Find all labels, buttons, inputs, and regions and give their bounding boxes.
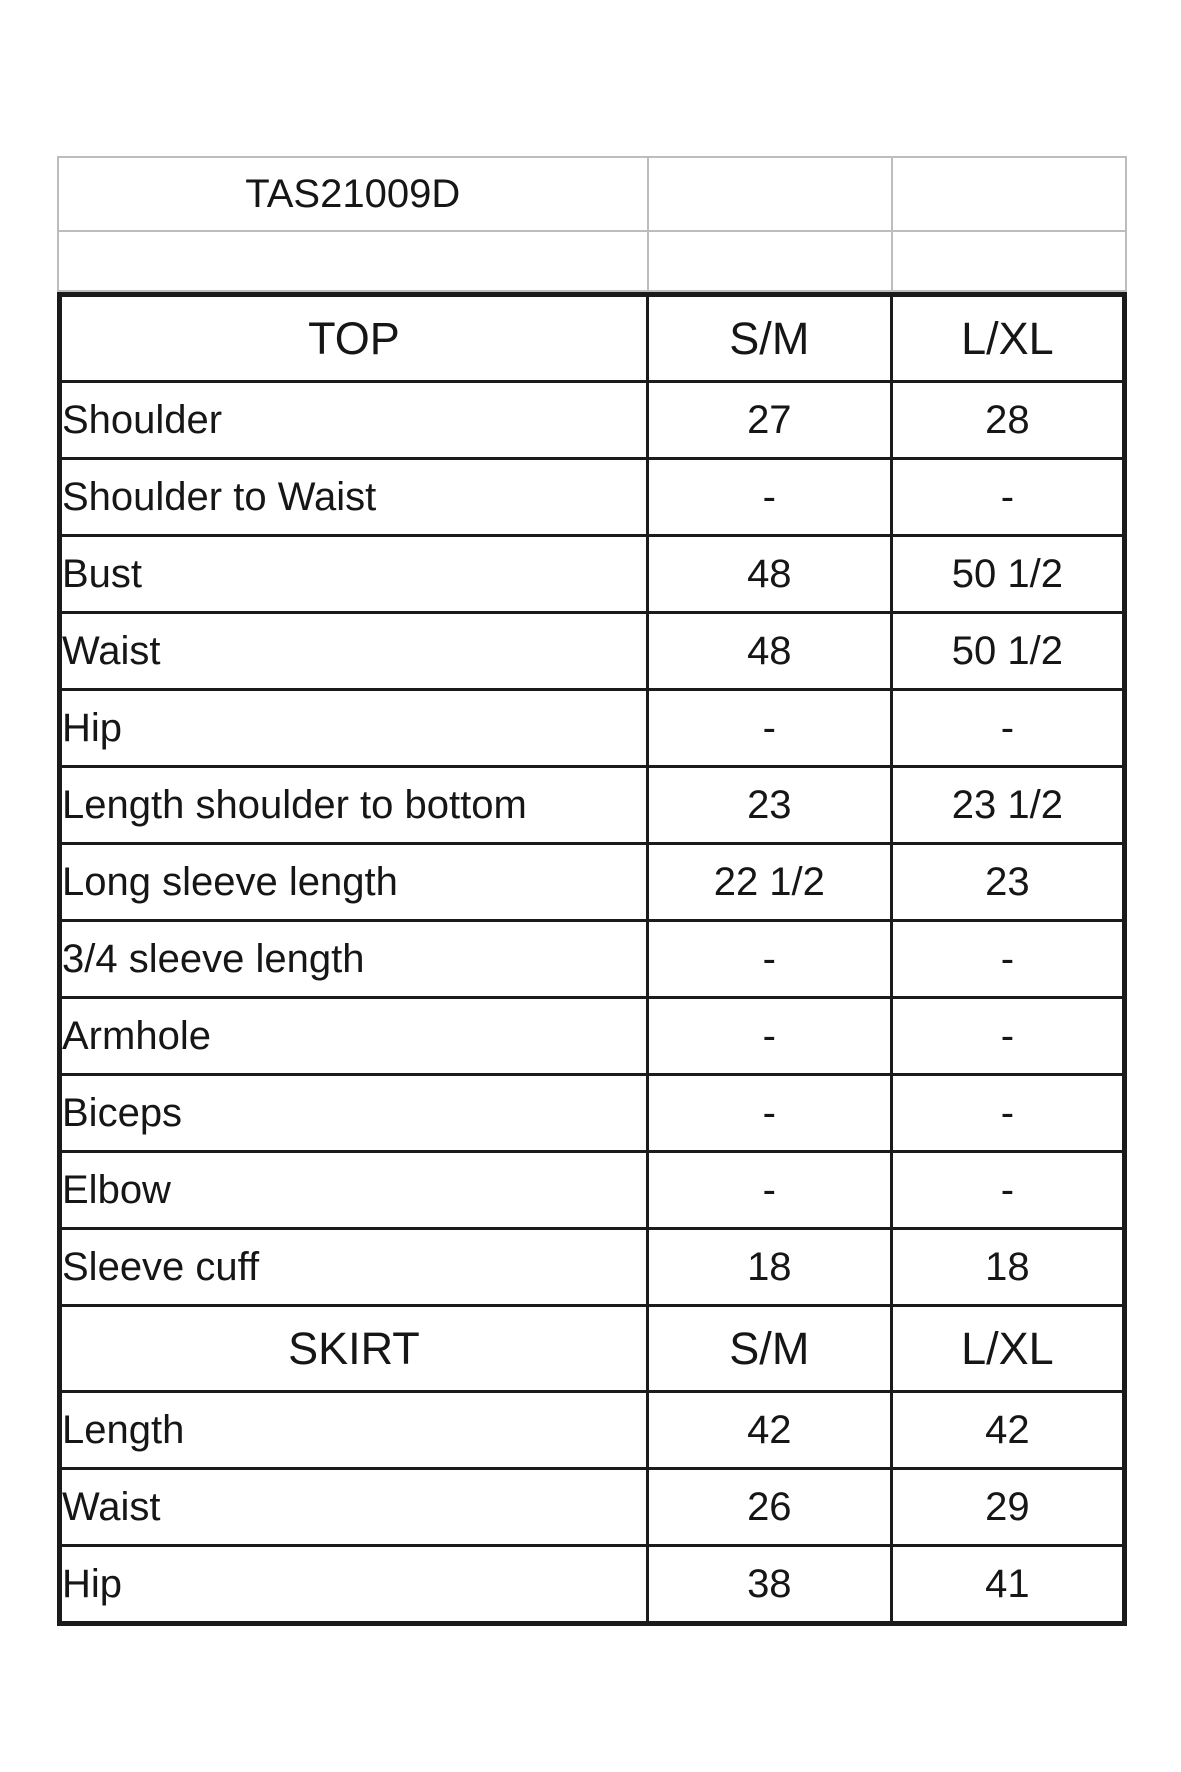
product-code-row xyxy=(58,157,1126,231)
measurements-table xyxy=(57,292,1127,1626)
empty-cell xyxy=(648,231,893,291)
measurement-row xyxy=(60,1392,1125,1469)
row-label: Waist xyxy=(60,613,648,690)
row-label: Shoulder to Waist xyxy=(60,459,648,536)
row-label: Elbow xyxy=(60,1152,648,1229)
value-sm: - xyxy=(647,459,891,536)
empty-cell xyxy=(648,157,893,231)
size-column-header: S/M xyxy=(647,295,891,382)
size-chart xyxy=(57,156,1127,1626)
row-label: Long sleeve length xyxy=(60,844,648,921)
measurement-row xyxy=(60,1546,1125,1624)
measurement-row xyxy=(60,1229,1125,1306)
value-sm: 27 xyxy=(647,382,891,459)
value-lxl: 18 xyxy=(891,1229,1124,1306)
row-label: Sleeve cuff xyxy=(60,1229,648,1306)
row-label: Waist xyxy=(60,1469,648,1546)
value-sm: - xyxy=(647,998,891,1075)
section-title: SKIRT xyxy=(60,1306,648,1392)
value-sm: 26 xyxy=(647,1469,891,1546)
row-label: Bust xyxy=(60,536,648,613)
row-label: Armhole xyxy=(60,998,648,1075)
value-lxl: - xyxy=(891,921,1124,998)
value-lxl: 41 xyxy=(891,1546,1124,1624)
value-lxl: 42 xyxy=(891,1392,1124,1469)
value-lxl: 28 xyxy=(891,382,1124,459)
spacer-row xyxy=(58,231,1126,291)
measurement-row xyxy=(60,382,1125,459)
value-sm: 48 xyxy=(647,536,891,613)
measurement-row xyxy=(60,767,1125,844)
value-lxl: - xyxy=(891,459,1124,536)
value-lxl: 50 1/2 xyxy=(891,613,1124,690)
value-lxl: - xyxy=(891,998,1124,1075)
size-column-header: L/XL xyxy=(891,1306,1124,1392)
size-column-header: S/M xyxy=(647,1306,891,1392)
value-sm: 38 xyxy=(647,1546,891,1624)
measurement-row xyxy=(60,1152,1125,1229)
row-label: Length shoulder to bottom xyxy=(60,767,648,844)
section-title: TOP xyxy=(60,295,648,382)
measurement-row xyxy=(60,459,1125,536)
size-column-header: L/XL xyxy=(891,295,1124,382)
value-sm: - xyxy=(647,1075,891,1152)
measurement-row xyxy=(60,921,1125,998)
product-code-table xyxy=(57,156,1127,292)
row-label: Biceps xyxy=(60,1075,648,1152)
product-code-cell: TAS21009D xyxy=(58,157,648,231)
value-sm: 42 xyxy=(647,1392,891,1469)
value-lxl: 23 1/2 xyxy=(891,767,1124,844)
value-sm: 23 xyxy=(647,767,891,844)
empty-cell xyxy=(58,231,648,291)
row-label: Shoulder xyxy=(60,382,648,459)
value-lxl: - xyxy=(891,1152,1124,1229)
measurement-row xyxy=(60,1469,1125,1546)
value-sm: - xyxy=(647,1152,891,1229)
section-header-row-skirt xyxy=(60,1306,1125,1392)
measurement-row xyxy=(60,613,1125,690)
measurement-row xyxy=(60,998,1125,1075)
row-label: 3/4 sleeve length xyxy=(60,921,648,998)
value-lxl: 29 xyxy=(891,1469,1124,1546)
value-sm: - xyxy=(647,690,891,767)
value-lxl: - xyxy=(891,1075,1124,1152)
value-lxl: - xyxy=(891,690,1124,767)
section-header-row-top xyxy=(60,295,1125,382)
empty-cell xyxy=(892,231,1126,291)
row-label: Hip xyxy=(60,690,648,767)
measurement-row xyxy=(60,844,1125,921)
row-label: Length xyxy=(60,1392,648,1469)
measurement-row xyxy=(60,690,1125,767)
value-sm: 22 1/2 xyxy=(647,844,891,921)
value-sm: 48 xyxy=(647,613,891,690)
measurement-row xyxy=(60,1075,1125,1152)
row-label: Hip xyxy=(60,1546,648,1624)
value-lxl: 50 1/2 xyxy=(891,536,1124,613)
value-sm: - xyxy=(647,921,891,998)
empty-cell xyxy=(892,157,1126,231)
measurement-row xyxy=(60,536,1125,613)
value-lxl: 23 xyxy=(891,844,1124,921)
value-sm: 18 xyxy=(647,1229,891,1306)
